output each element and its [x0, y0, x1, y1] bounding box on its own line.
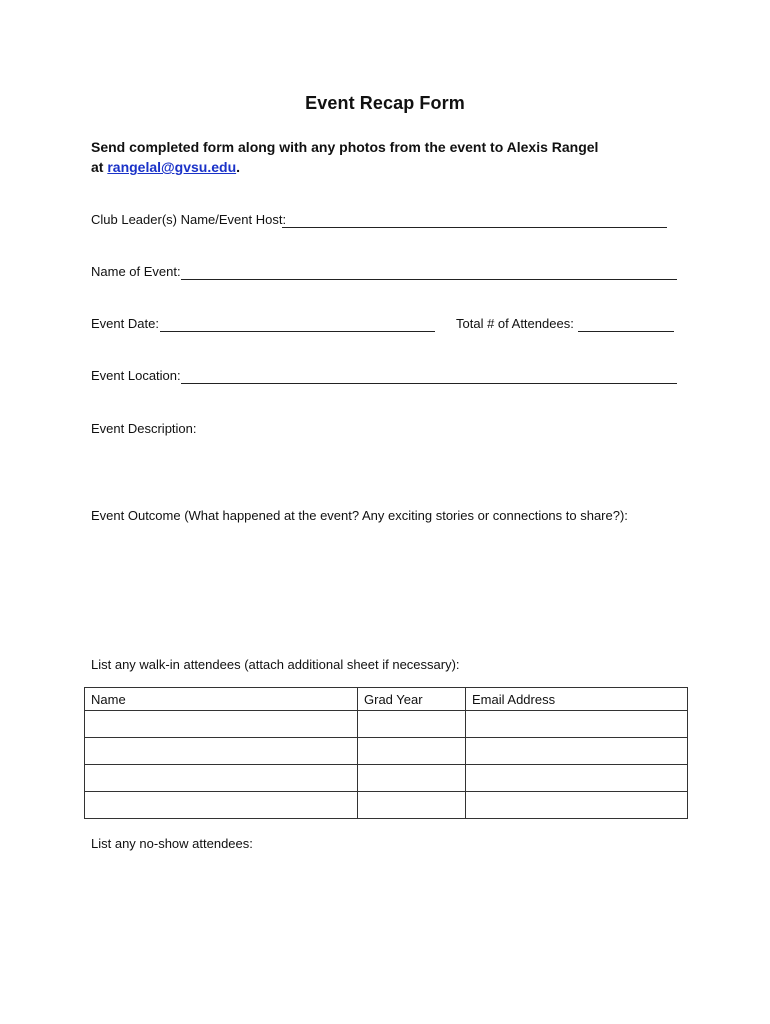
name-cell[interactable] [85, 738, 358, 765]
club-leader-field[interactable] [282, 227, 667, 228]
header-email: Email Address [466, 688, 688, 711]
instructions-line-1: Send completed form along with any photos from the event to Alexis Rangel [91, 139, 599, 155]
event-name-label: Name of Event: [91, 264, 181, 279]
name-cell[interactable] [85, 711, 358, 738]
grad-year-cell[interactable] [358, 792, 466, 819]
table-row [85, 765, 688, 792]
instructions-line-2 [91, 157, 240, 177]
email-link[interactable]: rangelal@gvsu.edu [107, 159, 237, 175]
event-outcome-label: Event Outcome (What happened at the event? Any exciting stories or connections to share?): [91, 508, 628, 523]
grad-year-cell[interactable] [358, 711, 466, 738]
table-header-row [85, 688, 688, 711]
name-cell[interactable] [85, 792, 358, 819]
walk-in-table [84, 687, 688, 819]
email-cell[interactable] [466, 792, 688, 819]
table-row [85, 711, 688, 738]
event-date-label: Event Date: [91, 316, 159, 331]
event-location-field[interactable] [181, 383, 677, 384]
grad-year-cell[interactable] [358, 765, 466, 792]
email-cell[interactable] [466, 765, 688, 792]
email-cell[interactable] [466, 738, 688, 765]
form-title: Event Recap Form [305, 93, 465, 113]
email-cell[interactable] [466, 711, 688, 738]
event-location-label: Event Location: [91, 368, 181, 383]
instructions-prefix: at [91, 159, 108, 175]
walk-in-prompt: List any walk-in attendees (attach additional sheet if necessary): [91, 657, 460, 672]
table-row [85, 738, 688, 765]
total-attendees-label: Total # of Attendees: [456, 316, 574, 331]
name-cell[interactable] [85, 765, 358, 792]
event-description-label: Event Description: [91, 421, 197, 436]
grad-year-cell[interactable] [358, 738, 466, 765]
event-name-field[interactable] [181, 279, 677, 280]
total-attendees-field[interactable] [578, 331, 674, 332]
event-date-field[interactable] [160, 331, 435, 332]
header-name: Name [85, 688, 358, 711]
no-show-prompt: List any no-show attendees: [91, 836, 253, 851]
header-grad-year: Grad Year [358, 688, 466, 711]
club-leader-label: Club Leader(s) Name/Event Host: [91, 212, 287, 227]
instructions-suffix: . [236, 159, 241, 175]
table-row [85, 792, 688, 819]
